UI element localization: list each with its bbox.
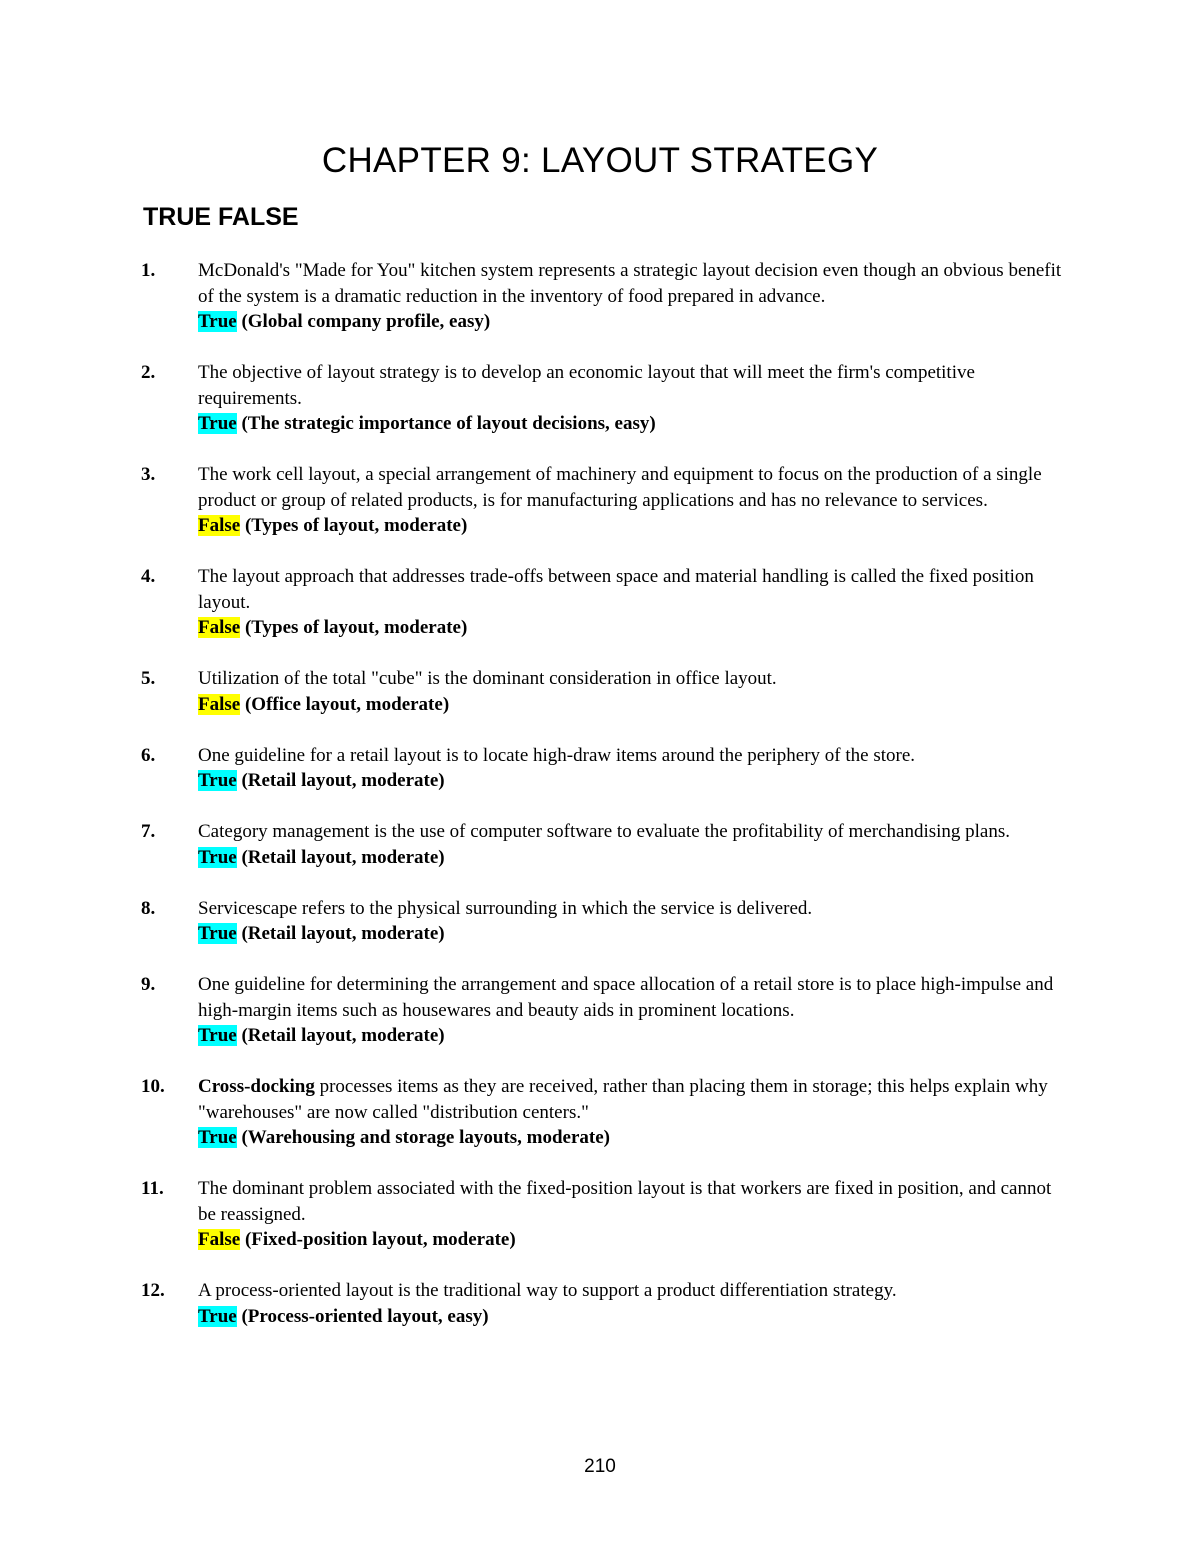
answer-line (198, 1304, 1068, 1330)
answer-line (198, 921, 1068, 947)
answer-label: True (198, 1305, 237, 1327)
key-term: Cross-docking (198, 1076, 315, 1097)
question-number: 7. (141, 821, 156, 842)
question-item (0, 972, 1200, 1049)
question-item (0, 1278, 1200, 1329)
answer-label: True (198, 846, 237, 868)
question-item (0, 743, 1200, 794)
answer-line (198, 513, 1068, 539)
question-body (198, 360, 1068, 437)
answer-meta: (Fixed-position layout, moderate) (240, 1229, 516, 1250)
question-number: 1. (141, 260, 156, 281)
question-list (0, 258, 1200, 1355)
answer-line (198, 1227, 1068, 1253)
question-item (0, 360, 1200, 437)
question-text: Servicescape refers to the physical surrounding in which the service is delivered. (198, 897, 813, 919)
question-body (198, 258, 1068, 335)
question-body (198, 666, 1068, 717)
question-item (0, 462, 1200, 539)
question-item (0, 258, 1200, 335)
answer-meta: (Retail layout, moderate) (236, 1025, 445, 1046)
question-body (198, 1176, 1068, 1253)
answer-meta: (Office layout, moderate) (240, 693, 450, 715)
question-text: A process-oriented layout is the traditional way to support a product differentiation strategy. (198, 1280, 897, 1301)
question-text: One guideline for determining the arrangement and space allocation of a retail store is to place high-impulse and high-margin items such as housewares and beauty aids in prominent locations. (198, 974, 1054, 1021)
question-text: The objective of layout strategy is to develop an economic layout that will meet the firm's competitive requirements. (198, 362, 975, 409)
question-number: 12. (141, 1280, 165, 1301)
question-number: 4. (141, 566, 156, 587)
question-number: 3. (141, 464, 156, 485)
question-body (198, 462, 1068, 539)
question-body (198, 819, 1068, 870)
answer-meta: (Retail layout, moderate) (236, 846, 445, 868)
question-text: The dominant problem associated with the fixed-position layout is that workers are fixed in position, and cannot be reassigned. (198, 1178, 1052, 1225)
question-body (198, 1278, 1068, 1329)
answer-line (198, 1125, 1068, 1151)
answer-meta: (Global company profile, easy) (236, 311, 491, 332)
answer-label: True (198, 413, 237, 434)
answer-meta: (The strategic importance of layout decisions, easy) (236, 413, 656, 434)
question-text: Utilization of the total "cube" is the dominant consideration in office layout. (198, 668, 777, 689)
question-item (0, 1074, 1200, 1151)
answer-label: True (198, 1127, 237, 1148)
answer-label: True (198, 1025, 237, 1046)
chapter-title: CHAPTER 9: LAYOUT STRATEGY (321, 141, 879, 180)
answer-line (198, 692, 1068, 718)
answer-label: True (198, 311, 237, 332)
question-body (198, 564, 1068, 641)
question-item (0, 1176, 1200, 1253)
answer-meta: (Types of layout, moderate) (240, 617, 468, 638)
answer-line (198, 309, 1068, 335)
question-text: McDonald's "Made for You" kitchen system represents a strategic layout decision even though an obvious benefit of the system is a dramatic reduction in the inventory of food prepared in advance. (198, 260, 1062, 307)
question-text: The layout approach that addresses trade-offs between space and material handling is called the fixed position layout. (198, 566, 1034, 613)
question-number: 5. (141, 668, 156, 689)
answer-line (198, 411, 1068, 437)
question-number: 8. (141, 897, 156, 919)
answer-meta: (Warehousing and storage layouts, moderate) (236, 1127, 611, 1148)
question-text-rest: processes items as they are received, rather than placing them in storage; this helps explain why "warehouses" are now called "distribution centers." (198, 1076, 1048, 1123)
question-text: Category management is the use of computer software to evaluate the profitability of merchandising plans. (198, 821, 1010, 842)
question-number: 10. (141, 1076, 165, 1097)
question-item (0, 666, 1200, 717)
question-text: One guideline for a retail layout is to locate high-draw items around the periphery of the store. (198, 744, 916, 766)
answer-meta: (Retail layout, moderate) (236, 923, 445, 944)
question-number: 11. (141, 1178, 164, 1199)
section-title: TRUE FALSE (143, 203, 299, 231)
answer-line (198, 615, 1068, 641)
question-body (198, 743, 1068, 794)
answer-line (198, 1023, 1068, 1049)
question-body (198, 896, 1068, 947)
question-body (198, 972, 1068, 1049)
page-number: 210 (584, 1456, 616, 1477)
answer-meta: (Retail layout, moderate) (236, 770, 445, 791)
question-number: 2. (141, 362, 156, 383)
question-number: 9. (141, 974, 156, 995)
answer-label: False (198, 693, 241, 715)
question-number: 6. (141, 744, 156, 766)
question-body (198, 1074, 1068, 1151)
answer-label: False (198, 515, 241, 536)
answer-label: True (198, 770, 237, 791)
question-item (0, 819, 1200, 870)
question-item (0, 896, 1200, 947)
answer-line (198, 768, 1068, 794)
question-item (0, 564, 1200, 641)
question-text: The work cell layout, a special arrangement of machinery and equipment to focus on the production of a single product or group of related products, is for manufacturing applications and has no relevance to services. (198, 464, 1042, 511)
answer-label: False (198, 1229, 241, 1250)
answer-label: False (198, 617, 241, 638)
question-text (198, 1074, 1068, 1125)
answer-line (198, 845, 1068, 871)
answer-meta: (Process-oriented layout, easy) (236, 1305, 489, 1327)
answer-label: True (198, 923, 237, 944)
answer-meta: (Types of layout, moderate) (240, 515, 468, 536)
